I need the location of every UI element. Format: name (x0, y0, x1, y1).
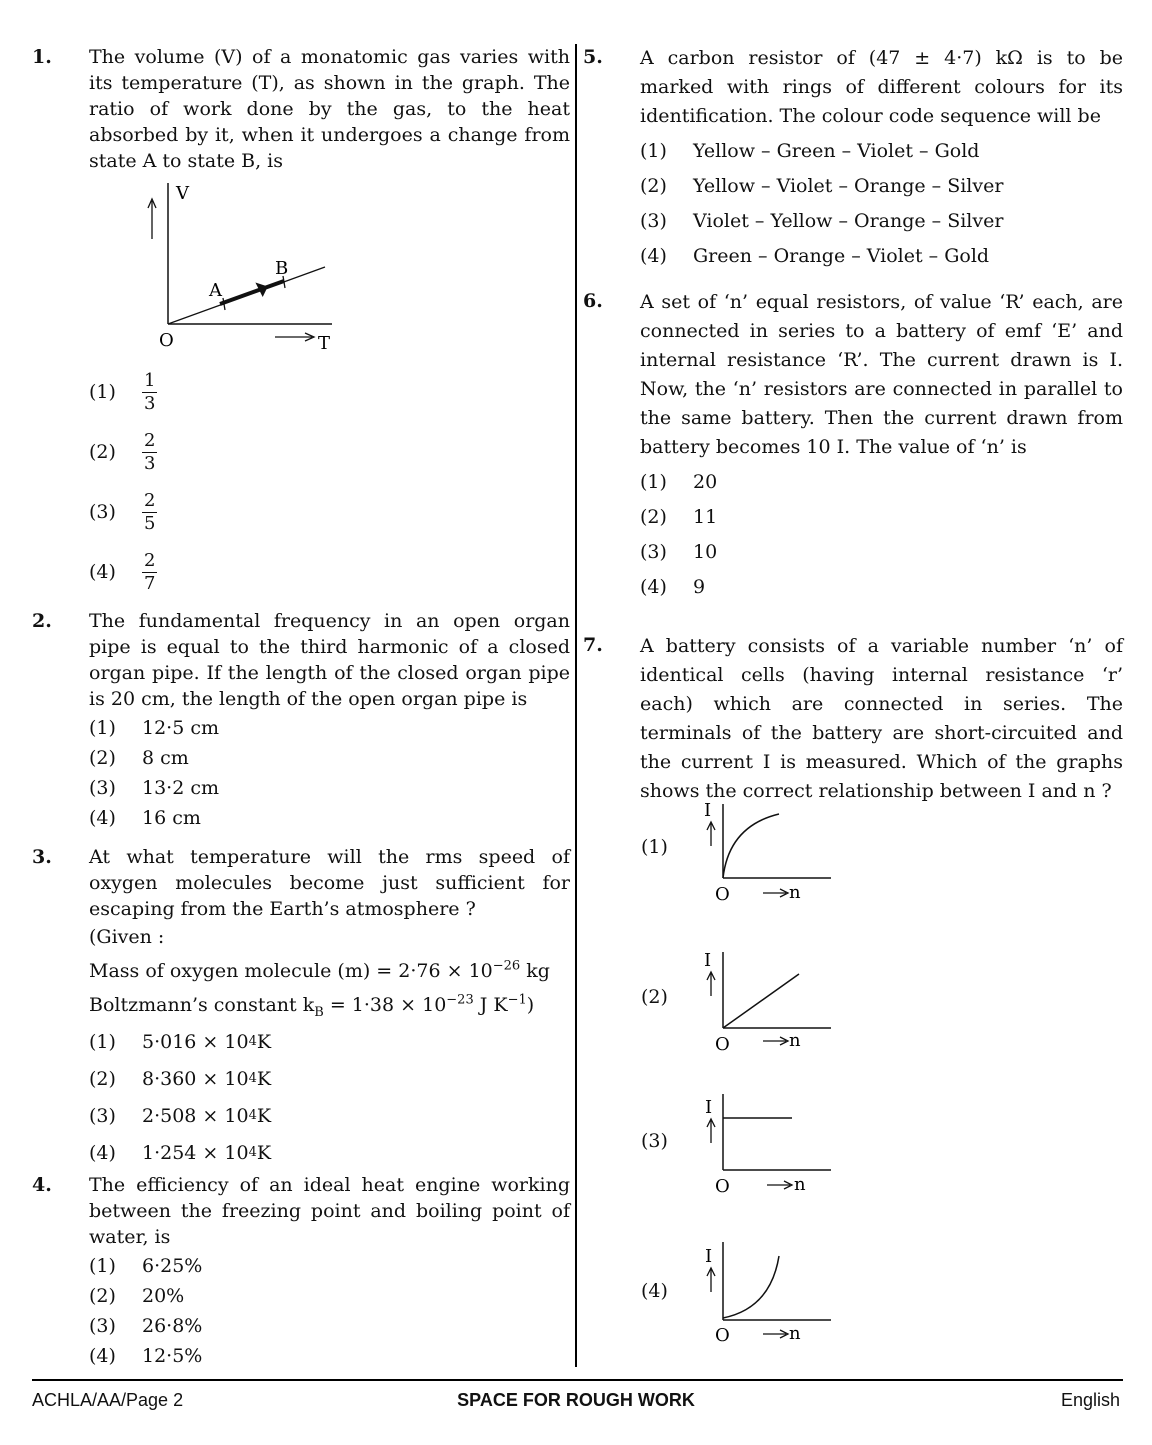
option-2[interactable]: (2) 20% (89, 1285, 185, 1307)
question-text: The volume (V) of a monatomic gas varies with its temperature (T), as shown in the graph. The ratio of work done by the gas, to the heat absorbed by it, when it undergoes a change from state A to state B, is (89, 46, 570, 172)
option-4[interactable]: (4) $\frac{2}{7}$ (89, 549, 156, 594)
question-1 (32, 44, 570, 596)
question-2: 2. The fundamental frequency in an open organ pipe is equal to the third harmonic of a closed organ pipe. If the length of the closed organ pipe is 20 cm, the length of the open organ pipe is (1) 12·5 cm (2) 8 cm (3) 13·2 cm (4) 16 cm (32, 608, 570, 832)
svg-text:n: n (794, 1174, 806, 1195)
ab-segment (220, 281, 284, 304)
svg-text:O: O (715, 1176, 730, 1197)
fraction: $\frac{1}{3}$ (144, 369, 156, 414)
svg-text:O: O (715, 884, 730, 905)
option-2[interactable]: (2) 8·360 × 10 4 K (89, 1068, 272, 1090)
fraction: $\frac{2}{5}$ (144, 489, 156, 534)
question-7: 7. A battery consists of a variable number ‘n’ of identical cells (having internal resistance ‘r’ each) which are connected in series. The terminals of the battery are short-circuited and the current I is measured. Which of the graphs shows the correct relationship between I and n ? (1) I O n (2) I O n (3) I O n (4) I O n (583, 634, 1123, 1346)
given-boltzmann: Boltzmann’s constant $k_B = 1\cdot 38 \times 10^{-23}$ J $K^{-1}$) (89, 992, 535, 1020)
graph-4 (701, 1238, 851, 1348)
option-2[interactable]: (2) 8 cm (89, 747, 189, 769)
curve-convex (723, 1256, 779, 1318)
right-column (583, 44, 1123, 1372)
graph-2 (701, 946, 851, 1056)
option-4[interactable]: (4) Green – Orange – Violet – Gold (640, 245, 990, 267)
option-1[interactable]: (1) 6·25% (89, 1255, 203, 1277)
svg-text:n: n (789, 882, 801, 903)
given-open: (Given : (89, 926, 165, 948)
footer-rule (32, 1379, 1123, 1381)
option-1[interactable]: (1) 5·016 × 10 4 K (89, 1031, 272, 1053)
left-column (32, 44, 570, 1370)
point-b-label: B (275, 258, 289, 279)
point-a-label: A (209, 280, 222, 301)
question-text: The fundamental frequency in an open organ pipe is equal to the third harmonic of a closed organ pipe. If the length of the closed organ pipe is 20 cm, the length of the open organ pipe is (89, 610, 570, 710)
fraction: $\frac{2}{7}$ (144, 549, 156, 594)
option-3[interactable]: (3) 13·2 cm (89, 777, 220, 799)
option-4[interactable]: (4) 16 cm (89, 807, 201, 829)
question-text: A battery consists of a variable number ‘n’ of identical cells (having internal resistance ‘r’ each) which are connected in series. The terminals of the battery are short-circuited and the current I is measured. Which of the graphs shows the correct relationship between I and n ? (640, 635, 1123, 802)
option-3[interactable]: (3) 10 (640, 541, 718, 563)
graph-3 (701, 1088, 851, 1198)
question-5: 5. A carbon resistor of (47 ± 4·7) kΩ is to be marked with rings of different colours for its identification. The colour code sequence will be (1) Yellow – Green – Violet – Gold (2) Yellow – Violet – Orange – Silver (3) Violet – Yellow – Orange – Silver (4) Green – Orange – Violet – Gold (583, 44, 1123, 271)
question-4: 4. The efficiency of an ideal heat engine working between the freezing point and boiling point of water, is (1) 6·25% (2) 20% (3) 26·8% (4) 12·5% (32, 1172, 570, 1370)
option-1[interactable]: (1) I O n (583, 798, 883, 908)
question-3: 3. At what temperature will the rms speed of oxygen molecules become just sufficient for escaping from the Earth’s atmosphere ? (Given : Mass of oxygen molecule $(m) = 2\cdot 76 \times 10^{-26}$ kg Boltzmann’s constant $k_B = 1\cdot 38 \times 10^{-23}$ J $K^{-1}$) (1) 5·016 × 10 4 K (2) 8·360 × 10 4 K (3) 2·508 × 10 4 K (4) 1·254 × 10 4 K (32, 846, 570, 1164)
svg-text:n: n (789, 1030, 801, 1051)
graph-1 (701, 798, 851, 908)
option-4[interactable]: (4) 12·5% (89, 1345, 203, 1367)
origin-label: O (159, 330, 174, 351)
column-divider (575, 44, 577, 1367)
svg-text:I: I (705, 1246, 713, 1267)
footer-rough-work: SPACE FOR ROUGH WORK (457, 1390, 695, 1410)
v-label: V (176, 183, 189, 204)
option-4[interactable]: (4) 9 (640, 576, 706, 598)
option-3[interactable]: (3) 2·508 × 10 4 K (89, 1105, 272, 1127)
option-1[interactable]: (1) Yellow – Green – Violet – Gold (640, 140, 980, 162)
question-6: 6. A set of ‘n’ equal resistors, of value ‘R’ each, are connected in series to a battery of emf ‘E’ and internal resistance ‘R’. The current drawn is I. Now, the ‘n’ resistors are connected in parallel to the same battery. Then the current drawn from battery becomes 10 I. The value of ‘n’ is (1) 20 (2) 11 (3) 10 (4) 9 (583, 288, 1123, 602)
question-number: 1. (32, 46, 52, 68)
question-text: A set of ‘n’ equal resistors, of value ‘R’ each, are connected in series to a battery of emf ‘E’ and internal resistance ‘R’. The current drawn is I. Now, the ‘n’ resistors are connected in parallel to the same battery. Then the current drawn from battery becomes 10 I. The value of ‘n’ is (640, 291, 1123, 458)
footer-language: English (1060, 1390, 1120, 1410)
svg-text:O: O (715, 1034, 730, 1055)
option-1[interactable]: (1) $\frac{1}{3}$ (89, 369, 156, 414)
question-text: The efficiency of an ideal heat engine working between the freezing point and boiling point of water, is (89, 1174, 570, 1248)
question-text: A carbon resistor of (47 ± 4·7) kΩ is to be marked with rings of different colours for its identification. The colour code sequence will be (640, 47, 1123, 127)
t-label: T (318, 333, 331, 354)
option-3[interactable]: (3) 26·8% (89, 1315, 203, 1337)
option-2[interactable]: (2) Yellow – Violet – Orange – Silver (640, 175, 1004, 197)
option-1[interactable]: (1) 12·5 cm (89, 717, 220, 739)
option-2[interactable]: (2) I O n (583, 946, 883, 1056)
curve-concave (723, 814, 779, 878)
option-4[interactable]: (4) 1·254 × 10 4 K (89, 1142, 272, 1164)
option-2[interactable]: (2) $\frac{2}{3}$ (89, 429, 156, 474)
svg-text:O: O (715, 1325, 730, 1346)
option-4[interactable]: (4) I O n (583, 1238, 883, 1348)
given-mass: Mass of oxygen molecule $(m) = 2\cdot 76 \times 10^{-26}$ kg (89, 958, 550, 982)
svg-text:I: I (705, 1097, 713, 1118)
svg-text:n: n (789, 1323, 801, 1344)
option-3[interactable]: (3) I O n (583, 1088, 883, 1198)
svg-text:I: I (704, 950, 712, 971)
footer-page-id: ACHLA/AA/Page 2 (32, 1390, 184, 1410)
question-text: At what temperature will the rms speed of oxygen molecules become just sufficient for escaping from the Earth’s atmosphere ? (89, 846, 570, 920)
svg-text:I: I (704, 800, 712, 821)
option-2[interactable]: (2) 11 (640, 506, 718, 528)
option-3[interactable]: (3) $\frac{2}{5}$ (89, 489, 156, 534)
curve-linear (723, 974, 799, 1028)
vt-graph (132, 179, 392, 364)
fraction: $\frac{2}{3}$ (144, 429, 156, 474)
option-1[interactable]: (1) 20 (640, 471, 718, 493)
option-3[interactable]: (3) Violet – Yellow – Orange – Silver (640, 210, 1004, 232)
